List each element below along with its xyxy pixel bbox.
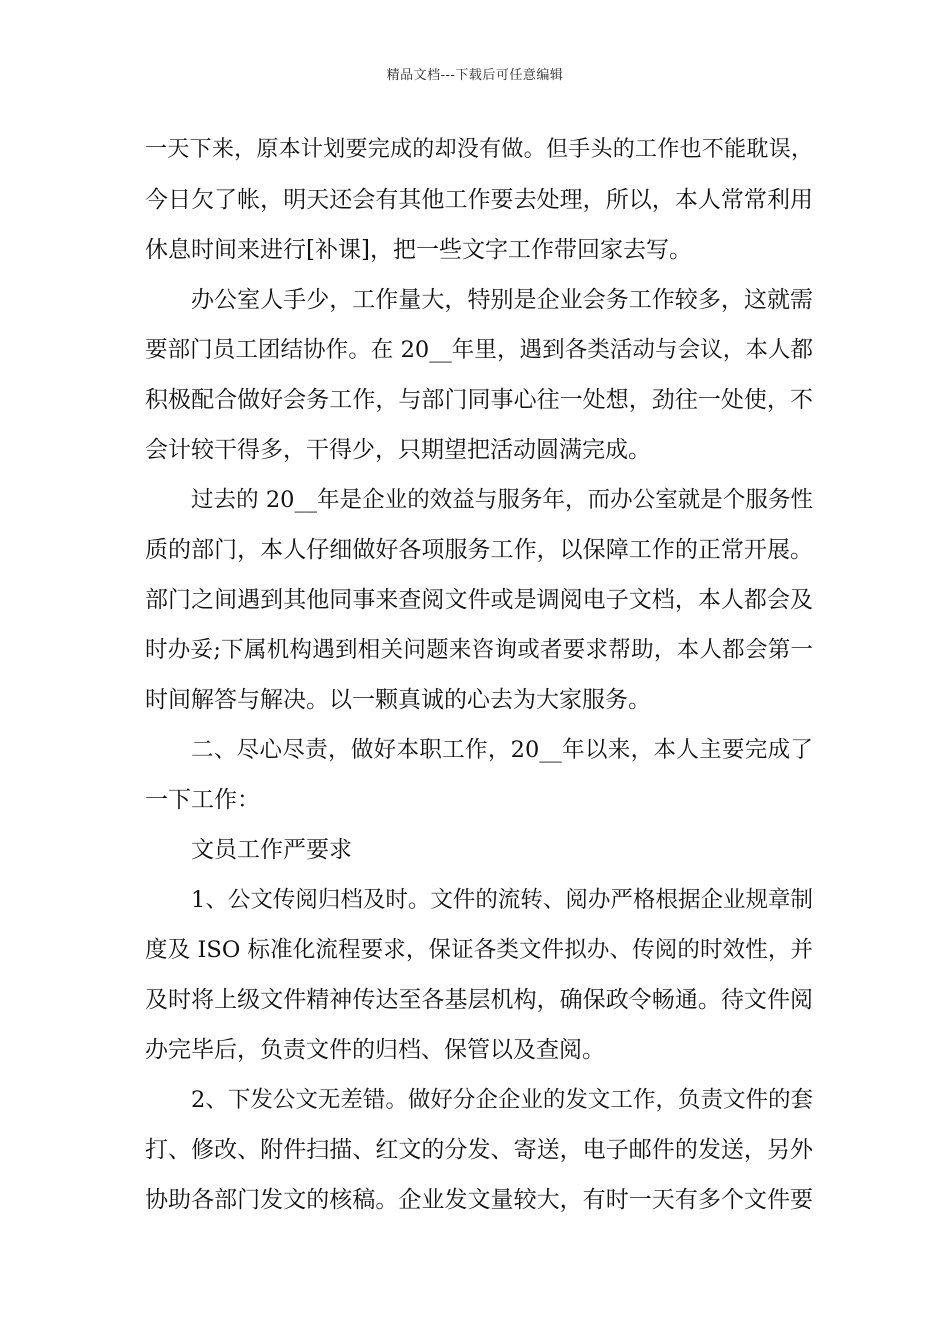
text-line: 文员工作严要求 <box>191 837 352 863</box>
paragraph <box>145 725 813 825</box>
text-line: 时间解答与解决。以一颗真诚的心去为大家服务。 <box>145 687 651 713</box>
paragraph <box>145 1075 813 1225</box>
section-heading <box>145 825 813 875</box>
page-header: 精品文档---下载后可任意编辑 <box>386 68 564 83</box>
text-line: 办公室人手少，工作量大，特别是企业会务工作较多，这就需 <box>191 287 813 313</box>
text-line: 一下工作： <box>145 787 260 813</box>
text-line: 办完毕后，负责文件的归档、保管以及查阅。 <box>145 1037 605 1063</box>
text-line: 二、尽心尽责，做好本职工作，20__年以来，本人主要完成了 <box>191 737 813 763</box>
text-line: 时办妥;下属机构遇到相关问题来咨询或者要求帮助，本人都会第一 <box>145 637 813 663</box>
text-line: 部门之间遇到其他同事来查阅文件或是调阅电子文档，本人都会及 <box>145 587 813 613</box>
document-body <box>145 125 813 1225</box>
text-line: 协助各部门发文的核稿。企业发文量较大，有时一天有多个文件要 <box>145 1187 813 1213</box>
paragraph <box>145 875 813 1075</box>
text-line: 积极配合做好会务工作，与部门同事心往一处想，劲往一处使，不 <box>145 387 813 413</box>
text-line: 及时将上级文件精神传达至各基层机构，确保政令畅通。待文件阅 <box>145 987 813 1013</box>
text-line: 质的部门，本人仔细做好各项服务工作，以保障工作的正常开展。 <box>145 537 813 563</box>
paragraph <box>145 125 813 275</box>
text-line: 休息时间来进行[补课]，把一些文字工作带回家去写。 <box>145 237 692 263</box>
text-line: 过去的 20__年是企业的效益与服务年，而办公室就是个服务性 <box>191 487 813 513</box>
text-line: 一天下来，原本计划要完成的却没有做。但手头的工作也不能耽误， <box>145 137 813 162</box>
text-line: 会计较干得多，干得少，只期望把活动圆满完成。 <box>145 437 651 463</box>
paragraph <box>145 475 813 725</box>
text-line: 2、下发公文无差错。做好分企企业的发文工作，负责文件的套 <box>191 1087 813 1113</box>
text-line: 度及 ISO 标准化流程要求，保证各类文件拟办、传阅的时效性，并 <box>145 937 813 963</box>
text-line: 1、公文传阅归档及时。文件的流转、阅办严格根据企业规章制 <box>191 887 813 913</box>
text-line: 打、修改、附件扫描、红文的分发、寄送，电子邮件的发送，另外 <box>145 1137 813 1163</box>
paragraph <box>145 275 813 475</box>
text-line: 要部门员工团结协作。在 20__年里，遇到各类活动与会议，本人都 <box>145 337 813 363</box>
text-line: 今日欠了帐，明天还会有其他工作要去处理，所以，本人常常利用 <box>145 187 813 213</box>
